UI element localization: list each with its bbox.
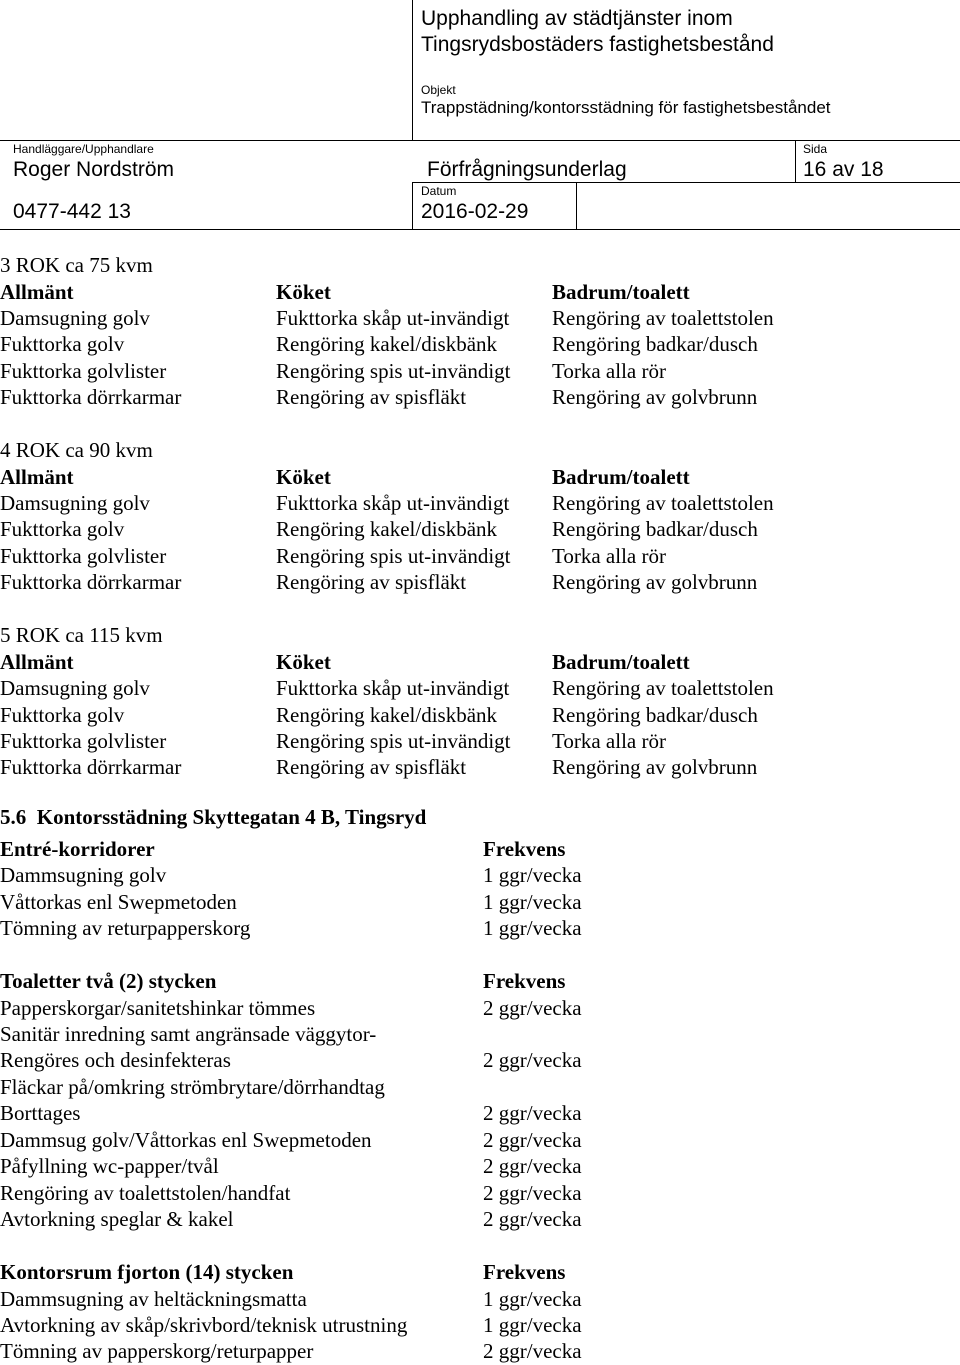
group-title: Entré-korridorer — [0, 837, 155, 861]
document-title-line1: Upphandling av städtjänster inom — [421, 7, 733, 30]
list-item: Dammsug golv/Våttorkas enl Swepmetoden 2 ggr/vecka — [0, 1128, 582, 1152]
list-item: Avtorkning speglar & kakel 2 ggr/vecka — [0, 1207, 582, 1231]
column-header-row — [0, 649, 960, 675]
header-divider-page-left — [795, 140, 796, 182]
table-row: Fukttorka dörrkarmar Rengöring av spisfläkt Rengöring av golvbrunn — [0, 755, 758, 779]
header-divider-date-mid — [412, 182, 577, 183]
table-row: Damsugning golv Fukttorka skåp ut-invändigt Rengöring av toalettstolen — [0, 676, 774, 700]
frequency-header: Frekvens — [483, 969, 566, 993]
column-header-kitchen: Köket — [276, 465, 331, 489]
table-row: Damsugning golv Fukttorka skåp ut-invändigt Rengöring av toalettstolen — [0, 491, 774, 515]
table-row: Fukttorka golvlister Rengöring spis ut-invändigt Torka alla rör — [0, 359, 666, 383]
document-type: Förfrågningsunderlag — [427, 158, 627, 181]
column-header-row — [0, 279, 960, 305]
column-header-general: Allmänt — [0, 650, 74, 674]
date-label: Datum — [421, 184, 457, 198]
document-title-line2: Tingsrydsbostäders fastighetsbestånd — [421, 33, 774, 56]
phone-number: 0477-442 13 — [13, 200, 131, 223]
section-heading: 5.6 Kontorsstädning Skyttegatan 4 B, Tingsryd — [0, 805, 427, 829]
list-item: Sanitär inredning samt angränsade väggytor- — [0, 1022, 377, 1046]
table-row: Fukttorka golv Rengöring kakel/diskbänk Rengöring badkar/dusch — [0, 517, 758, 541]
table-row: Fukttorka golvlister Rengöring spis ut-invändigt Torka alla rör — [0, 729, 666, 753]
column-header-bathroom: Badrum/toalett — [552, 465, 690, 489]
group-title: Kontorsrum fjorton (14) stycken — [0, 1260, 294, 1284]
header-divider-page-bottom — [576, 182, 960, 183]
list-item: Fläckar på/omkring strömbrytare/dörrhandtag — [0, 1075, 385, 1099]
date-value: 2016-02-29 — [421, 200, 529, 223]
group-header-row — [0, 836, 960, 862]
frequency-header: Frekvens — [483, 1260, 566, 1284]
section-heading: 3 ROK ca 75 kvm — [0, 253, 153, 277]
column-header-kitchen: Köket — [276, 280, 331, 304]
list-item: Rengöring av toalettstolen/handfat 2 ggr/vecka — [0, 1181, 582, 1205]
table-row: Fukttorka dörrkarmar Rengöring av spisfläkt Rengöring av golvbrunn — [0, 570, 758, 594]
section-heading: 4 ROK ca 90 kvm — [0, 438, 153, 462]
page-number: 16 av 18 — [803, 158, 884, 181]
list-item: Borttages 2 ggr/vecka — [0, 1101, 582, 1125]
section-heading: 5 ROK ca 115 kvm — [0, 623, 163, 647]
list-item: Avtorkning av skåp/skrivbord/teknisk utrustning 1 ggr/vecka — [0, 1313, 582, 1337]
handler-label: Handläggare/Upphandlare — [13, 142, 154, 156]
handler-name: Roger Nordström — [13, 158, 175, 181]
list-item: Tömning av papperskorg/returpapper 2 ggr/vecka — [0, 1339, 582, 1363]
column-header-bathroom: Badrum/toalett — [552, 280, 690, 304]
table-row: Damsugning golv Fukttorka skåp ut-invändigt Rengöring av toalettstolen — [0, 306, 774, 330]
object-label: Objekt — [421, 83, 456, 97]
table-row: Fukttorka golvlister Rengöring spis ut-invändigt Torka alla rör — [0, 544, 666, 568]
column-header-row — [0, 464, 960, 490]
header-divider-vertical — [412, 0, 413, 140]
list-item: Papperskorgar/sanitetshinkar tömmes 2 ggr/vecka — [0, 996, 582, 1020]
header-divider-bottom — [0, 229, 960, 230]
table-row: Fukttorka golv Rengöring kakel/diskbänk Rengöring badkar/dusch — [0, 703, 758, 727]
group-title: Toaletter två (2) stycken — [0, 969, 217, 993]
list-item: Påfyllning wc-papper/tvål 2 ggr/vecka — [0, 1154, 582, 1178]
group-header-row — [0, 1259, 960, 1285]
list-item: Våttorkas enl Swepmetoden 1 ggr/vecka — [0, 890, 582, 914]
page-label: Sida — [803, 142, 828, 156]
table-row: Fukttorka golv Rengöring kakel/diskbänk Rengöring badkar/dusch — [0, 332, 758, 356]
list-item: Dammsugning golv 1 ggr/vecka — [0, 863, 582, 887]
table-row: Fukttorka dörrkarmar Rengöring av spisfläkt Rengöring av golvbrunn — [0, 385, 758, 409]
header-divider-date-left — [412, 182, 413, 229]
object-value: Trappstädning/kontorsstädning för fastighetsbeståndet — [421, 98, 831, 117]
column-header-general: Allmänt — [0, 465, 74, 489]
list-item: Rengöres och desinfekteras 2 ggr/vecka — [0, 1048, 582, 1072]
frequency-header: Frekvens — [483, 837, 566, 861]
list-item: Dammsugning av heltäckningsmatta 1 ggr/vecka — [0, 1287, 582, 1311]
column-header-kitchen: Köket — [276, 650, 331, 674]
header-divider-date-right — [576, 182, 577, 229]
column-header-general: Allmänt — [0, 280, 74, 304]
column-header-bathroom: Badrum/toalett — [552, 650, 690, 674]
header-divider-top — [0, 140, 960, 141]
list-item: Tömning av returpapperskorg 1 ggr/vecka — [0, 916, 582, 940]
group-header-row — [0, 968, 960, 994]
